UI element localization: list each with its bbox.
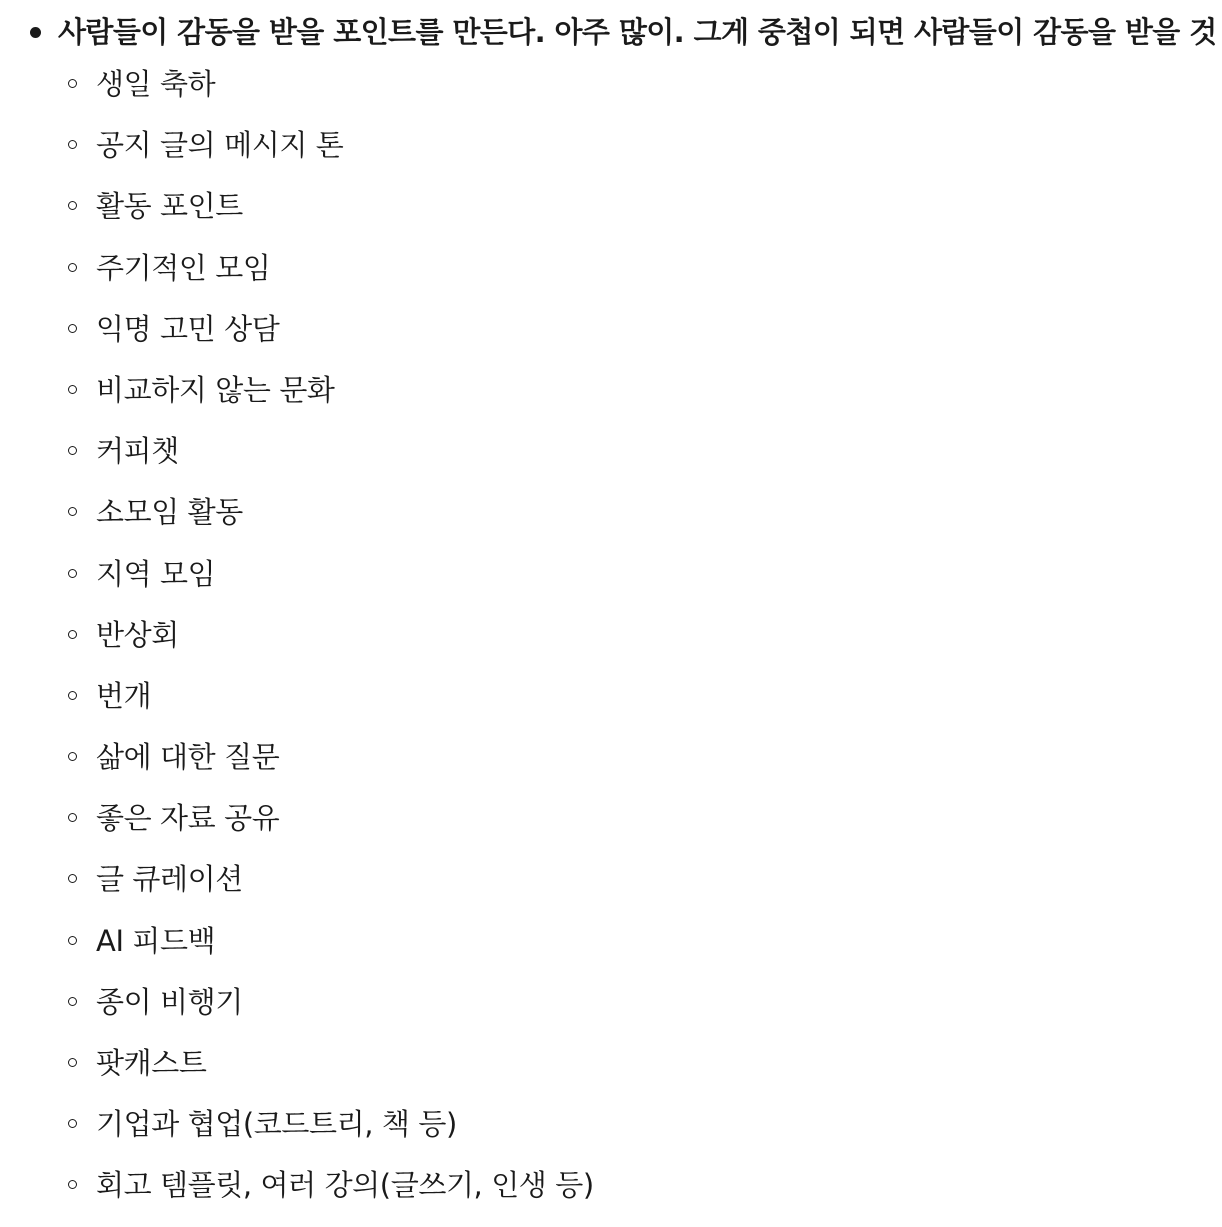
hollow-bullet-icon [68,201,77,210]
sub-list-item-text: 번개 [96,678,152,713]
sub-list-item-text: 반상회 [96,617,179,652]
hollow-bullet-icon [68,813,77,822]
sub-list-item-text: 글 큐레이션 [96,862,243,897]
sub-list-item [0,615,1222,676]
sub-list-item [0,125,1222,186]
sub-list-item [0,431,1222,492]
hollow-bullet-icon [68,997,77,1006]
hollow-bullet-icon [68,569,77,578]
hollow-bullet-icon [68,1180,77,1189]
hollow-bullet-icon [68,446,77,455]
sub-list-item [0,982,1222,1043]
sub-list-item-text: 생일 축하 [96,67,216,101]
hollow-bullet-icon [68,874,77,883]
hollow-bullet-icon [68,385,77,394]
hollow-bullet-icon [68,140,77,149]
sub-list-item-text: 공지 글의 메시지 톤 [96,128,344,163]
sub-list-item-text: 활동 포인트 [96,189,243,224]
filled-bullet-icon [30,27,41,38]
sub-list-item [0,676,1222,737]
sub-list-item-text: 소모임 활동 [96,495,243,530]
hollow-bullet-icon [68,1058,77,1067]
hollow-bullet-icon [68,752,77,761]
hollow-bullet-icon [68,324,77,333]
sub-list-item [0,798,1222,859]
hollow-bullet-icon [68,691,77,700]
sub-list-item [0,370,1222,431]
sub-list-item-text: 기업과 협업(코드트리, 책 등) [96,1107,457,1142]
sub-list-item-text: 익명 고민 상담 [96,311,280,346]
sub-list-item [0,1165,1222,1226]
sub-list-item-text: 커피챗 [96,434,179,469]
sub-list-item [0,248,1222,309]
sub-list-item-text: 팟캐스트 [96,1046,207,1080]
hollow-bullet-icon [68,630,77,639]
sub-list-item-text: 종이 비행기 [96,984,243,1019]
sub-list-item-text: 주기적인 모임 [96,250,271,285]
sub-list-item [0,64,1222,125]
hollow-bullet-icon [68,507,77,516]
sub-list-item [0,1043,1222,1104]
sub-list-item [0,859,1222,920]
sub-list-item [0,492,1222,553]
sub-list-item [0,186,1222,247]
sub-list-item-text: 좋은 자료 공유 [96,801,280,836]
sub-list-item [0,554,1222,615]
sub-list-item-text: 지역 모임 [96,556,216,591]
sub-list-item-text: 삶에 대한 질문 [96,740,280,775]
sub-list [0,64,1222,1227]
sub-list-item [0,1104,1222,1165]
sub-list-item [0,309,1222,370]
hollow-bullet-icon [68,936,77,945]
sub-list-item [0,921,1222,982]
main-list-item-text: 사람들이 감동을 받을 포인트를 만든다. 아주 많이. 그게 중첩이 되면 사람들이 감동을 받을 것 [58,15,1217,49]
sub-list-item-text: 회고 템플릿, 여러 강의(글쓰기, 인생 등) [96,1168,594,1203]
hollow-bullet-icon [68,1119,77,1128]
hollow-bullet-icon [68,263,77,272]
hollow-bullet-icon [68,79,77,88]
sub-list-item [0,737,1222,798]
sub-list-item-text: 비교하지 않는 문화 [96,372,335,407]
sub-list-item-text: AI 피드백 [96,923,216,958]
